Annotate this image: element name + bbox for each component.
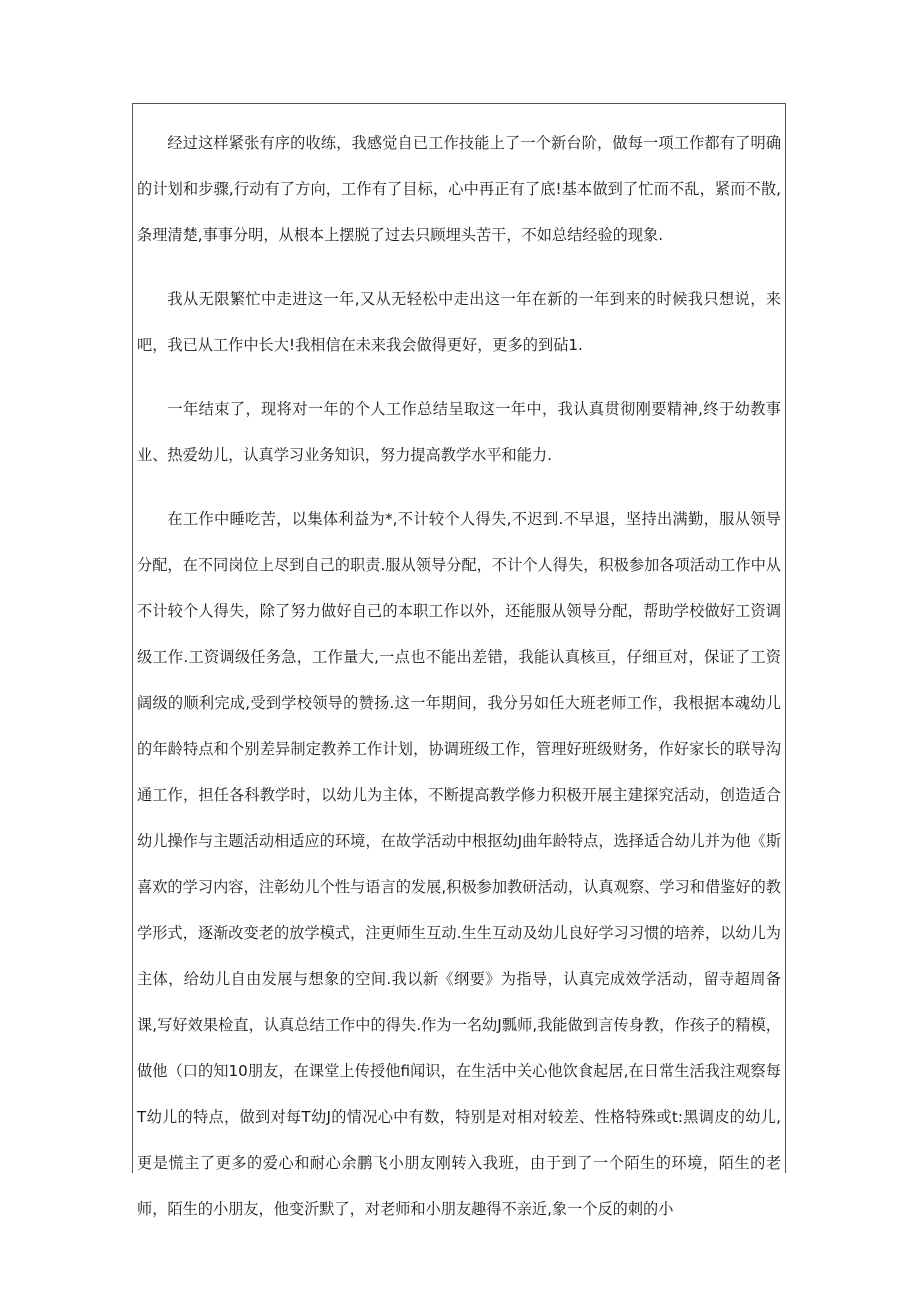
paragraph-4: 在工作中睡吃苦，以集体利益为*,不计较个人得失,不迟到.不早退，坚持出满勤，服从领导分配，在不同岗位上尽到自己的职责.服从领导分配，不计个人得失，积极参加各项活动工作中从不计较个人得失，除了努力做好自己的本职工作以外，还能服从领导分配，帮助学校做好工资调级工作.工资调级任务急，工作量大,一点也不能出差错，我能认真核亘，仔细亘对，保证了工资阔级的顺利完成,受到学校领导的赞扬.这一年期间，我分另如任大班老师工作，我根据本魂幼儿的年龄特点和个别差异制定教养工作计划，协调班级工作，管理好班级财务，作好家长的联导沟通工作，担任各科教学时，以幼儿为主体，不断提高教学修力积极开展主建探究活动，创造适合幼儿操作与主题活动相适应的环境，在故学活动中根抠幼J曲年龄特点，选择适合幼儿并为他《斯喜欢的学习内容，注彰幼儿个性与语言的发展,积极参加教研活动，认真观察、学习和借鉴好的教学形式，逐渐改变老的放学模式，注更师生互动.生生互动及幼儿良好学习习惯的培养，以幼儿为主体，给幼儿自由发展与想象的空间.我以新《纲要》为指导，认真完成效学活动，留寺超周备课,写好效果检直，认真总结工作中的得失.作为一名幼J瓢师,我能做到言传身教，作孩子的精模，做他（口的知10朋友，在课堂上传授他fi闻识，在生活中关心他饮食起居,在日常生活我注观察每T幼儿的特点，做到对每T幼J的情况心中有数，特别是对相对较差、性格特殊或t:黑调皮的幼儿,更是慌主了更多的爱心和耐心余鹏飞小朋友刚转入我班，由于到了一个陌生的环境，陌生的老师，陌生的小朋友，他变沂默了，对老师和小朋友趣得不亲近,象一个反的刺的小 [137,510,781,1218]
paragraph-1: 经过这样紧张有序的收练，我感觉自已工作技能上了一个新台阶，做每一项工作都有了明确的计划和步骤,行动有了方向，工作有了目标，心中再正有了底!基本做到了忙而不乱，紧而不散,条理清楚,事事分明，从根本上摆脱了过去只顾埋头苦干，不如总结经验的现象. [137,134,781,244]
paragraph-2: 我从无限繁忙中走进这一年,又从无轻松中走出这一年在新的一年到来的时候我只想说，来吧，我已从工作中长大!我相信在未来我会做得更好，更多的到砧1. [137,290,781,354]
document-body [137,120,781,1250]
document-page [132,103,786,1218]
paragraph-3: 一年结束了，现将对一年的个人工作总结呈取这一年中，我认真贯彻刚要精神,终于幼教事业、热爱幼儿，认真学习业务知识，努力提高教学水平和能力. [137,400,781,464]
